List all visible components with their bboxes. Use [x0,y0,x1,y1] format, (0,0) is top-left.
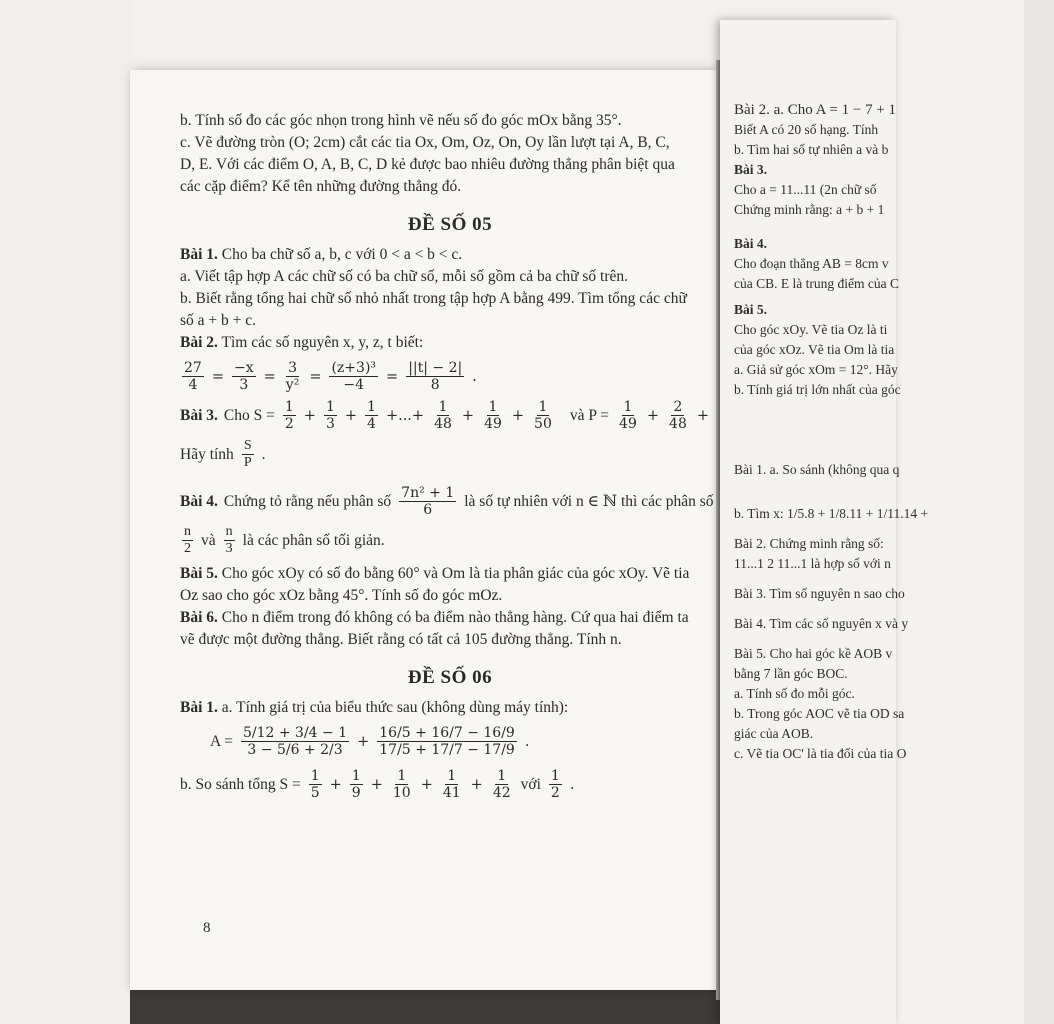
right-line-17: Bài 2. Chứng minh rằng số: [734,536,884,551]
b-half-den: 2 [550,785,560,801]
b-term-3-den: 10 [392,785,411,801]
eq-sign: = [263,368,276,385]
b-half-num: 1 [550,768,560,784]
right-line-1: Bài 2. a. Cho A = 1 − 7 + 1 [734,102,897,118]
intro-line-1: b. Tính số đo các góc nhọn trong hình vẽ nếu số đo góc mOx bằng 35°. [180,112,622,129]
de06-expression-a: A = $\frac{5/12 + 3/4 - 1}{3 - 5/6 + 2/3}$ + $\frac{16/5 + 16/7 - 16/9}{17/5 + 17/7 - 17/9}$ . [210,725,530,758]
b-with: với [520,775,541,793]
right-line-2: Biết A có 20 số hạng. Tính [734,122,879,137]
right-line-25: giác của AOB. [734,726,814,741]
right-page [720,20,929,1024]
eq-frac-3-den: y² [285,377,300,393]
s-term-3-num: 1 [367,399,376,415]
right-line-14: b. Tính giá trị lớn nhất của góc [734,382,901,397]
b-term-1-num: 1 [310,768,320,784]
de06-title: ĐỀ SỐ 06 [407,667,493,688]
de05-bai4-label: Bài 4. [180,492,218,510]
de05-bai4-text2: là số tự nhiên với n ∈ ℕ thì các phân số [464,492,714,510]
de05-bai5-line1: Cho góc xOy có số đo bằng 60° và Om là tia phân giác của góc xOy. Vẽ tia [221,565,690,582]
de05-bai1-text: Cho ba chữ số a, b, c với 0 < a < b < c. [221,246,463,263]
right-line-15: Bài 1. a. So sánh (không qua q [734,462,900,477]
bai4-n-over-2-num: n [184,524,191,539]
plus-sign: + [357,733,370,750]
de05-bai3-label: Bài 3. [180,406,218,424]
s-term-6 [532,399,554,432]
b-term-2-num: 1 [351,768,361,784]
p-term-2-den: 48 [669,416,687,432]
b-term-5 [491,768,513,801]
de05-bai6-line2: vẽ được một đường thẳng. Biết rằng có tất cả 105 đường thẳng. Tính n. [180,631,622,648]
p-term-2-num: 2 [673,399,683,415]
right-line-16: b. Tìm x: 1/5.8 + 1/8.11 + 1/11.14 + [734,506,929,521]
s-term-2-den: 3 [325,416,335,432]
b-term-2 [350,768,363,801]
de06-bai1-label: Bài 1. [180,699,218,716]
right-line-11: Cho góc xOy. Vẽ tia Oz là ti [734,322,888,337]
eq-frac-5 [406,360,464,393]
s-over-p-den: P [243,455,252,470]
bai4-fraction-num: 7n² + 1 [401,485,455,501]
de05-bai4 [180,485,720,518]
eq-frac-2-den: 3 [239,377,249,393]
eq-frac-5-num: ||t| − 2| [408,360,463,376]
b-text: b. So sánh tổng S = [180,775,301,793]
intro-line-2: c. Vẽ đường tròn (O; 2cm) cắt các tia Ox, Om, Oz, On, Oy lần lượt tại A, B, C, [180,134,670,151]
eq-frac-1-den: 4 [188,377,198,393]
de05-bai3-ask: Hãy tính $\frac{S}{P}$ . [180,438,266,470]
b-term-4-den: 41 [442,785,461,801]
eq-frac-5-den: 8 [430,377,440,393]
a-fraction-2 [377,725,517,758]
a-fraction-1-num: 5/12 + 3/4 − 1 [242,725,348,741]
de05-bai5 [180,563,720,585]
b-term-5-den: 42 [492,785,511,801]
b-term-1 [309,768,322,801]
right-line-13: a. Giả sử góc xOm = 12°. Hãy [734,362,898,377]
de06-bai1-text: a. Tính giá trị của biểu thức sau (không dùng máy tính): [221,699,569,716]
right-line-7: Bài 4. [734,236,768,251]
eq-frac-4-num: (z+3)³ [331,360,377,376]
right-line-21: Bài 5. Cho hai góc kề AOB v [734,646,893,661]
right-line-26: c. Vẽ tia OC' là tia đối của tia O [734,746,907,761]
b-term-1-den: 5 [310,785,320,801]
right-line-9: của CB. E là trung điểm của C [734,276,899,291]
de05-bai3-ask-text: Hãy tính [180,445,234,463]
a-fraction-1 [241,725,349,758]
de05-bai5-line2: Oz sao cho góc xOz bằng 45°. Tính số đo góc mOz. [180,587,503,604]
de05-bai5-label: Bài 5. [180,565,218,582]
bai4-and: và [201,531,216,549]
bai4-fraction-den: 6 [423,502,433,518]
a-fraction-2-num: 16/5 + 16/7 − 16/9 [379,725,515,741]
s-term-4-num: 1 [438,399,448,415]
s-term-3 [365,399,378,432]
b-term-4 [441,768,463,801]
right-line-8: Cho đoạn thẳng AB = 8cm v [734,256,889,271]
bai4-n-over-3-den: 3 [225,541,233,556]
de05-bai1-b2: số a + b + c. [180,312,257,329]
left-page [130,70,720,990]
de06-bai1-b: b. So sánh tổng S = $\frac{1}{5}$ + $\frac{1}{9}$ + $\frac{1}{10}$ + $\frac{1}{41}$ + $\frac{1}{42}$ với $\frac{1}{2}$ . [180,768,575,801]
eq-frac-2 [232,360,256,393]
s-term-1-den: 2 [284,416,294,432]
eq-frac-4 [329,360,378,393]
right-line-19: Bài 3. Tìm số nguyên n sao cho [734,586,905,601]
de05-bai1-label: Bài 1. [180,246,218,263]
s-term-4-den: 48 [434,416,452,432]
intro-line-4: các cặp điểm? Kể tên những đường thẳng đó. [180,178,462,195]
right-line-22: bằng 7 lần góc BOC. [734,666,848,681]
de05-bai4-cont [180,524,720,557]
bai4-fraction [399,485,456,518]
s-term-6-den: 50 [534,416,552,432]
p-term-1-num: 1 [623,399,633,415]
de05-bai4-text3: là các phân số tối giản. [242,531,385,549]
eq-sign: = [309,368,322,385]
b-term-3-num: 1 [397,768,407,784]
de05-bai4-text1: Chứng tỏ rằng nếu phân số [223,492,392,510]
de05-bai6 [180,607,720,629]
s-term-3-den: 4 [367,416,376,432]
eq-period: . [472,368,477,385]
de05-bai2-text: Tìm các số nguyên x, y, z, t biết: [221,334,424,351]
right-line-18: 11...1 2 11...1 là hợp số với n [734,556,891,571]
eq-frac-1-num: 27 [184,360,202,376]
p-term-1-den: 49 [619,416,637,432]
right-line-10: Bài 5. [734,302,768,317]
eq-frac-3-num: 3 [288,360,297,376]
background-left [0,0,130,1024]
b-half [549,768,562,801]
right-line-23: a. Tính số đo mỗi góc. [734,686,855,701]
de05-bai6-label: Bài 6. [180,609,218,626]
eq-frac-1 [182,360,204,393]
de05-bai1 [180,244,720,266]
a-fraction-2-den: 17/5 + 17/7 − 17/9 [379,742,515,758]
s-over-p [242,438,254,471]
right-line-5: Cho a = 11...11 (2n chữ số [734,182,877,197]
de05-bai6-line1: Cho n điểm trong đó không có ba điểm nào thẳng hàng. Cứ qua hai điểm ta [221,609,689,626]
b-term-3 [391,768,413,801]
bai4-n-over-3 [224,524,235,557]
eq-frac-4-den: −4 [343,377,365,393]
s-term-5 [482,399,504,432]
p-term-1 [617,399,639,432]
de05-bai1-a: a. Viết tập hợp A các chữ số có ba chữ số, mỗi số gồm cả ba chữ số trên. [180,268,628,285]
de05-bai3-p-text: và P = [569,406,610,424]
right-line-24: b. Trong góc AOC vẽ tia OD sa [734,706,905,721]
eq-frac-3 [284,360,302,393]
de05-bai3: Bài 3. Cho S = $\frac{1}{2}$ + $\frac{1}{3}$ + $\frac{1}{4}$ +...+ $\frac{1}{48}$ + $\frac{1}{49}$ + $\frac{1}{50}$ và P = $\frac{1}{49}$ + $\frac{2}{48}$ + [180,399,720,432]
s-term-6-num: 1 [538,399,548,415]
bai4-n-over-3-num: n [225,524,233,539]
right-line-4: Bài 3. [734,162,768,177]
s-term-5-den: 49 [484,416,502,432]
de05-bai2 [180,332,720,354]
p-term-2 [667,399,689,432]
eq-frac-2-num: −x [233,360,254,376]
de05-bai3-text: Cho S = [223,406,275,424]
right-line-6: Chứng minh rằng: a + b + 1 [734,202,885,217]
de05-bai2-equation [180,360,720,393]
s-term-5-num: 1 [488,399,498,415]
s-term-1 [283,399,296,432]
de05-title: ĐỀ SỐ 05 [407,214,493,235]
b-term-2-den: 9 [351,785,361,801]
intro-line-3: D, E. Với các điểm O, A, B, C, D kẻ được bao nhiêu đường thẳng phân biệt qua [180,156,675,173]
de06-bai1 [180,697,720,719]
right-line-3: b. Tìm hai số tự nhiên a và b [734,142,889,157]
eq-sign: = [211,368,224,385]
s-term-2-num: 1 [325,399,335,415]
de05-bai1-b1: b. Biết rằng tổng hai chữ số nhỏ nhất trong tập hợp A bằng 499. Tìm tổng các chữ [180,290,687,307]
a-fraction-1-den: 3 − 5/6 + 2/3 [247,742,343,758]
right-line-20: Bài 4. Tìm các số nguyên x và y [734,616,909,631]
right-page-content [734,100,1054,764]
s-term-4 [432,399,454,432]
s-term-2 [324,399,337,432]
bai4-n-over-2-den: 2 [184,541,191,556]
s-term-1-num: 1 [284,399,294,415]
b-term-5-num: 1 [497,768,507,784]
right-line-12: của góc xOz. Vẽ tia Om là tia [734,342,895,357]
bai4-n-over-2 [182,524,193,557]
left-page-content [180,110,720,807]
de05-bai2-label: Bài 2. [180,334,218,351]
b-term-4-num: 1 [447,768,457,784]
eq-sign: = [386,368,399,385]
a-label: A = [210,732,233,750]
s-over-p-num: S [243,438,252,453]
page-number: 8 [203,920,211,936]
